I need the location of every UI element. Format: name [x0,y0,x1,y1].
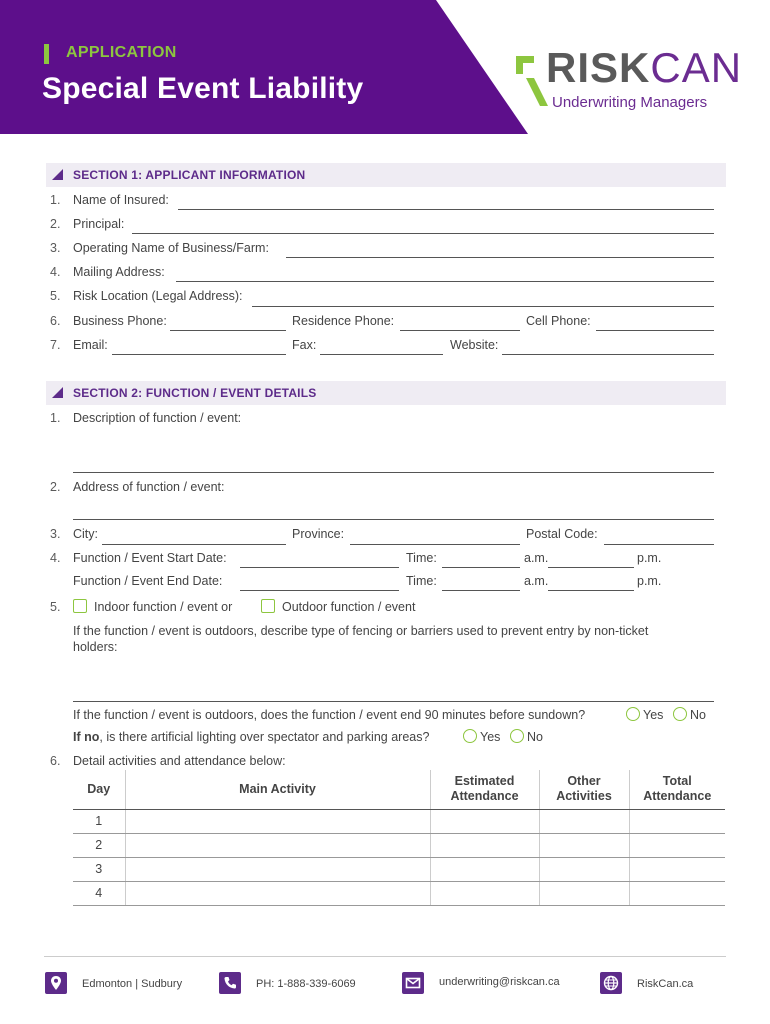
logo-can: CAN [650,44,743,91]
kicker-accent-bar [44,44,49,64]
principal-field[interactable] [132,233,714,234]
start-date-label: Function / Event Start Date: [73,551,227,565]
item-number: 2. [50,480,61,494]
end-date-label: Function / Event End Date: [73,574,223,588]
day-cell: 3 [73,857,125,881]
email-icon [402,972,424,994]
item-number: 5. [50,600,61,614]
item-number: 2. [50,217,61,231]
day-cell: 2 [73,833,125,857]
lighting-yes-label: Yes [480,730,501,744]
page-title: Special Event Liability [42,72,364,105]
fencing-question: If the function / event is outdoors, describe type of fencing or barriers used to prevent entry by non-ticket [73,624,649,638]
section1-marker-icon [52,169,63,180]
total-attendance-cell[interactable] [629,833,725,857]
end-am-field[interactable] [548,590,634,591]
item-number: 6. [50,314,61,328]
principal-label: Principal: [73,217,125,231]
sundown-question: If the function / event is outdoors, does the function / event end 90 minutes before sundown? [73,708,586,722]
total-attendance-cell[interactable] [629,881,725,905]
estimated-attendance-cell[interactable] [430,833,539,857]
column-header-day: Day [73,770,125,809]
lighting-question-rest: , is there artificial lighting over spectator and parking areas? [99,730,430,744]
outdoor-label: Outdoor function / event [282,600,416,614]
main-activity-cell[interactable] [125,857,430,881]
lighting-no-radio[interactable] [510,729,524,743]
business-phone-field[interactable] [170,330,286,331]
logo-wordmark [546,44,742,92]
table-row [73,833,725,857]
main-activity-cell[interactable] [125,809,430,833]
lighting-yes-radio[interactable] [463,729,477,743]
activities-table [73,770,725,906]
end-pm-label: p.m. [637,574,662,588]
footer-phone: PH: 1-888-339-6069 [256,978,356,990]
name-of-insured-label: Name of Insured: [73,193,169,207]
item-number: 3. [50,241,61,255]
column-header-estimated-attendance: Estimated Attendance [430,770,539,809]
table-row [73,809,725,833]
start-pm-label: p.m. [637,551,662,565]
province-label: Province: [292,527,345,541]
postal-code-label: Postal Code: [526,527,598,541]
table-row [73,881,725,905]
fax-label: Fax: [292,338,317,352]
footer-location: Edmonton | Sudbury [82,978,183,990]
website-label: Website: [450,338,499,352]
city-label: City: [73,527,98,541]
item-number: 1. [50,411,61,425]
section2-title: SECTION 2: FUNCTION / EVENT DETAILS [73,386,317,400]
table-row [73,857,725,881]
lighting-question [73,730,429,744]
item-number: 7. [50,338,61,352]
cell-phone-label: Cell Phone: [526,314,591,328]
sundown-no-radio[interactable] [673,707,687,721]
residence-phone-label: Residence Phone: [292,314,395,328]
end-time-field[interactable] [442,590,520,591]
cell-phone-field[interactable] [596,330,714,331]
total-attendance-cell[interactable] [629,857,725,881]
item-number: 4. [50,265,61,279]
item-number: 4. [50,551,61,565]
city-field[interactable] [102,544,286,545]
sundown-yes-radio[interactable] [626,707,640,721]
estimated-attendance-cell[interactable] [430,857,539,881]
section2-marker-icon [52,387,63,398]
other-activities-cell[interactable] [539,833,629,857]
end-time-label: Time: [406,574,437,588]
email-label: Email: [73,338,108,352]
operating-name-field[interactable] [286,257,714,258]
other-activities-cell[interactable] [539,809,629,833]
fax-field[interactable] [320,354,443,355]
estimated-attendance-cell[interactable] [430,809,539,833]
end-am-label: a.m. [524,574,549,588]
column-header-other-activities: Other Activities [539,770,629,809]
event-address-label: Address of function / event: [73,480,225,494]
estimated-attendance-cell[interactable] [430,881,539,905]
fencing-field[interactable] [73,701,714,702]
item-number: 1. [50,193,61,207]
kicker-label: APPLICATION [66,44,177,61]
name-of-insured-field[interactable] [178,209,714,210]
main-activity-cell[interactable] [125,833,430,857]
column-header-main-activity: Main Activity [125,770,430,809]
phone-icon [219,972,241,994]
website-field[interactable] [502,354,714,355]
other-activities-cell[interactable] [539,857,629,881]
indoor-label: Indoor function / event or [94,600,233,614]
mailing-address-field[interactable] [176,281,714,282]
risk-location-field[interactable] [252,306,714,307]
column-header-total-attendance: Total Attendance [629,770,725,809]
other-activities-cell[interactable] [539,881,629,905]
day-cell: 1 [73,809,125,833]
item-number: 6. [50,754,61,768]
event-address-field[interactable] [73,519,714,520]
item-number: 5. [50,289,61,303]
lighting-question-ifno: If no [73,730,100,744]
event-description-label: Description of function / event: [73,411,242,425]
end-date-field[interactable] [240,590,399,591]
residence-phone-field[interactable] [400,330,520,331]
main-activity-cell[interactable] [125,881,430,905]
lighting-no-label: No [527,730,543,744]
logo-risk: RISK [546,44,651,91]
start-am-field[interactable] [548,567,634,568]
total-attendance-cell[interactable] [629,809,725,833]
day-cell: 4 [73,881,125,905]
email-field[interactable] [112,354,286,355]
mailing-address-label: Mailing Address: [73,265,165,279]
start-time-field[interactable] [442,567,520,568]
operating-name-label: Operating Name of Business/Farm: [73,241,269,255]
item-number: 3. [50,527,61,541]
start-time-label: Time: [406,551,437,565]
event-description-field[interactable] [73,472,714,473]
location-pin-icon [45,972,67,994]
section1-title: SECTION 1: APPLICANT INFORMATION [73,168,306,182]
sundown-yes-label: Yes [643,708,664,722]
postal-code-field[interactable] [604,544,714,545]
footer-website[interactable]: RiskCan.ca [637,978,694,990]
sundown-no-label: No [690,708,706,722]
fencing-question-cont: holders: [73,640,118,654]
outdoor-checkbox[interactable] [261,599,275,613]
start-date-field[interactable] [240,567,399,568]
start-am-label: a.m. [524,551,549,565]
footer-divider [44,956,726,957]
risk-location-label: Risk Location (Legal Address): [73,289,243,303]
business-phone-label: Business Phone: [73,314,167,328]
indoor-checkbox[interactable] [73,599,87,613]
activities-label: Detail activities and attendance below: [73,754,286,768]
logo-subtitle: Underwriting Managers [552,94,708,111]
province-field[interactable] [350,544,520,545]
globe-icon [600,972,622,994]
footer-email[interactable]: underwriting@riskcan.ca [439,976,560,988]
